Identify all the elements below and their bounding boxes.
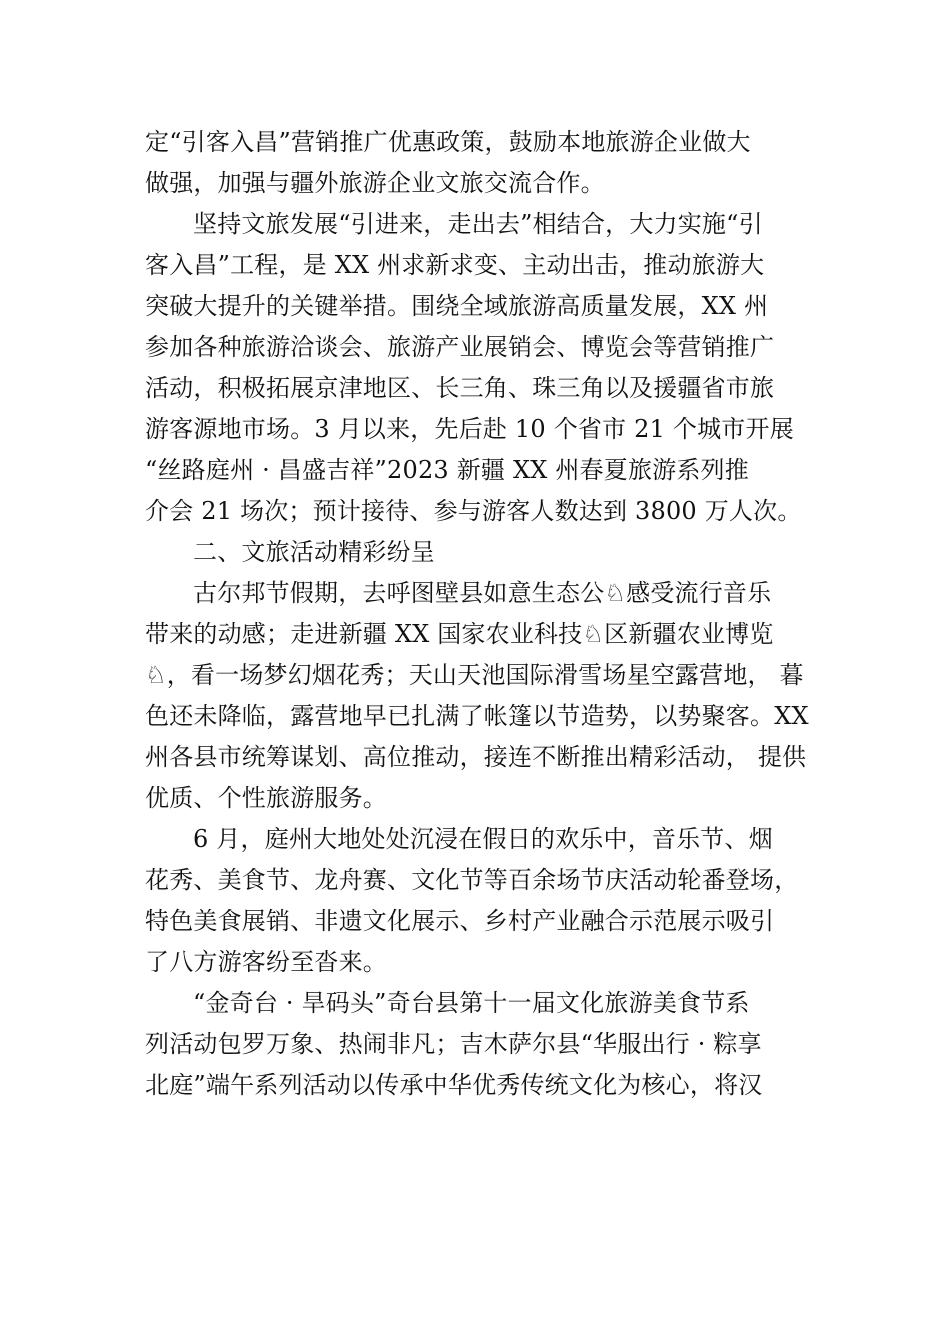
heading-text: 二、文旅活动精彩纷呈 [193,538,435,566]
text-line: ♘，看一场梦幻烟花秀；天山天池国际滑雪场星空露营地， 暮 [145,661,804,689]
text-line: “金奇台 · 旱码头”奇台县第十一届文化旅游美食节系 [193,989,750,1017]
paragraph-qitai-festival [145,983,825,1106]
text-line: 北庭”端午系列活动以传承中华优秀传统文化为核心，将汉 [145,1071,763,1099]
text-line: “丝路庭州 · 昌盛吉祥”2023 新疆 XX 州春夏旅游系列推 [145,456,749,484]
text-line: 了八方游客纷至沓来。 [145,948,387,976]
text-line: 优质、个性旅游服务。 [145,784,387,812]
text-line: 坚持文旅发展“引进来，走出去”相结合，大力实施“引 [193,210,763,238]
text-line: 6 月，庭州大地处处沉浸在假日的欢乐中，音乐节、烟 [193,825,773,853]
text-line: 客入昌”工程，是 XX 州求新求变、主动出击，推动旅游大 [145,251,765,279]
paragraph-june-festivals [145,819,825,983]
text-line: 带来的动感；走进新疆 XX 国家农业科技♘区新疆农业博览 [145,620,774,648]
paragraph-cultural-tourism-promotion [145,204,825,532]
text-line: 色还未降临，露营地早已扎满了帐篷以节造势，以势聚客。XX [145,702,809,730]
text-line: 突破大提升的关键举措。围绕全域旅游高质量发展，XX 州 [145,292,769,320]
text-line: 做强，加强与疆外旅游企业文旅交流合作。 [145,169,605,197]
text-line: 古尔邦节假期，去呼图壁县如意生态公♘感受流行音乐 [193,579,772,607]
text-line: 参加各种旅游洽谈会、旅游产业展销会、博览会等营销推广 [145,333,775,361]
text-line: 列活动包罗万象、热闹非凡；吉木萨尔县“华服出行 · 粽享 [145,1030,762,1058]
section-heading [145,532,825,573]
text-line: 特色美食展销、非遗文化展示、乡村产业融合示范展示吸引 [145,907,775,935]
text-line: 州各县市统筹谋划、高位推动，接连不断推出精彩活动， 提供 [145,743,807,771]
paragraph-eid-holiday [145,573,825,819]
text-line: 花秀、美食节、龙舟赛、文化节等百余场节庆活动轮番登场， [145,866,799,894]
text-line: 介会 21 场次；预计接待、参与游客人数达到 3800 万人次。 [145,497,802,525]
paragraph-continuation [145,122,825,204]
text-line: 定“引客入昌”营销推广优惠政策，鼓励本地旅游企业做大 [145,128,751,156]
document-body [145,122,825,1106]
text-line: 游客源地市场。3 月以来，先后赴 10 个省市 21 个城市开展 [145,415,794,443]
text-line: 活动，积极拓展京津地区、长三角、珠三角以及援疆省市旅 [145,374,775,402]
